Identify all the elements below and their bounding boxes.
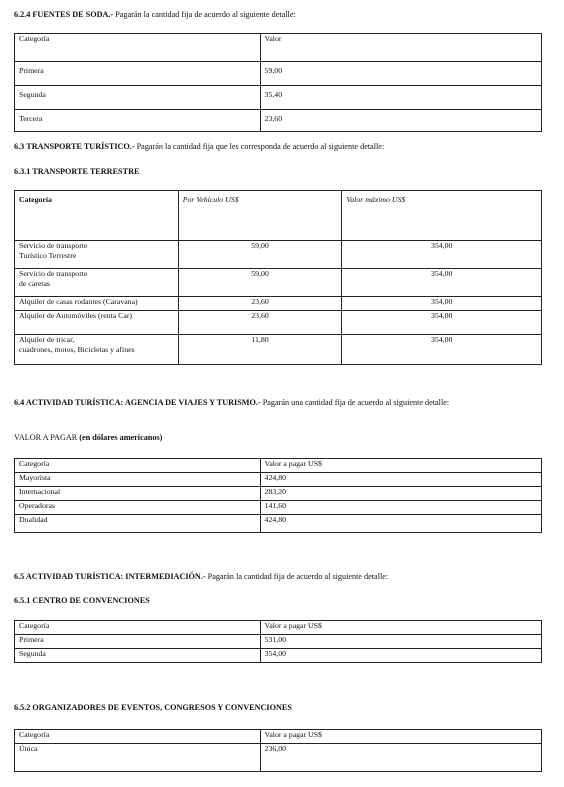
table-row [15, 311, 542, 335]
section-heading-6-5-1 [14, 596, 150, 606]
table-row [15, 649, 542, 663]
heading-text: Pagarán la cantidad fija de acuerdo al siguiente detalle: [207, 572, 389, 581]
cell-value: 283,20 [260, 487, 541, 501]
cell-category: Mayorista [15, 473, 261, 487]
cell-value: 354,00 [342, 311, 542, 335]
table-row [15, 635, 542, 649]
heading-title: 6.3.1 TRANSPORTE TERRESTRE [14, 167, 140, 176]
category-line: Servicio de transporte [19, 241, 88, 250]
cell-value: 424,80 [260, 515, 541, 533]
table-organizadores-de-eventos [14, 729, 542, 772]
cell-value: 354,00 [260, 649, 541, 663]
header-cell: Categoría [15, 459, 261, 473]
header-cell: Categoría [15, 191, 179, 241]
table-row [15, 297, 542, 311]
category-line: Alquiler de tricar, [19, 335, 75, 344]
cell-category [15, 335, 179, 365]
cell-value: 23,60 [260, 110, 541, 132]
heading-title: FUENTES DE SODA.- [32, 10, 114, 19]
table-transporte-terrestre [14, 190, 542, 365]
cell-value: 354,00 [342, 297, 542, 311]
heading-title: 6.5.2 ORGANIZADORES DE EVENTOS, CONGRESOS Y CONVENCIONES [14, 703, 292, 712]
header-cell: Categoría [15, 34, 261, 62]
cell-category [15, 269, 179, 297]
section-heading-6-3-1 [14, 167, 139, 177]
table-row [15, 744, 542, 772]
heading-title: TRANSPORTE TURÍSTICO.- [26, 142, 135, 151]
header-cell: Categoría [15, 730, 261, 744]
table-header-row [15, 191, 542, 241]
heading-number: 6.3 [14, 142, 25, 151]
cell-value: 11,80 [178, 335, 342, 365]
section-heading-6-5 [14, 572, 388, 582]
table-row [15, 473, 542, 487]
cell-value: 59,00 [178, 269, 342, 297]
cell-category: Tercera [15, 110, 261, 132]
table-row [15, 110, 542, 132]
table-row [15, 515, 542, 533]
category-line: Servicio de transporte [19, 269, 88, 278]
table-header-row [15, 730, 542, 744]
heading-text: Pagarán una cantidad fija de acuerdo al siguiente detalle: [262, 398, 450, 407]
cell-value: 59,00 [178, 241, 342, 269]
cell-category: Alquiler de casas rodantes (Caravana) [15, 297, 179, 311]
cell-value: 23,60 [178, 311, 342, 335]
cell-category: Primera [15, 62, 261, 86]
cell-category [15, 241, 179, 269]
section-heading-6-5-2 [14, 703, 292, 713]
valor-label: VALOR A PAGAR [14, 433, 78, 442]
table-row [15, 62, 542, 86]
table-header-row [15, 621, 542, 635]
cell-value: 354,00 [342, 335, 542, 365]
table-row [15, 501, 542, 515]
category-line: cuadrones, motos, Bicicletas y afines [19, 345, 135, 354]
cell-category: Segunda [15, 649, 261, 663]
table-agencia-de-viajes [14, 458, 542, 533]
heading-text: Pagarán la cantidad fija que les corresponda de acuerdo al siguiente detalle: [136, 142, 385, 151]
cell-value: 354,00 [342, 269, 542, 297]
category-line: de caretas [19, 279, 50, 288]
table-row [15, 241, 542, 269]
section-heading-6-2-4 [14, 10, 296, 20]
heading-title: 6.4 ACTIVIDAD TURÍSTICA: AGENCIA DE VIAJES Y TURISMO.- [14, 398, 261, 407]
table-fuentes-de-soda [14, 33, 542, 132]
cell-value: 236,00 [260, 744, 541, 772]
header-cell: Valor a pagar US$ [260, 459, 541, 473]
table-centro-de-convenciones [14, 620, 542, 663]
table-row [15, 86, 542, 110]
heading-text: Pagarán la cantidad fija de acuerdo al siguiente detalle: [115, 10, 296, 19]
table-header-row [15, 459, 542, 473]
section-heading-6-4 [14, 397, 544, 408]
cell-value: 531,00 [260, 635, 541, 649]
cell-value: 354,00 [342, 241, 542, 269]
header-cell: Por Vehículo US$ [178, 191, 342, 241]
cell-value: 35,40 [260, 86, 541, 110]
header-cell: Valor [260, 34, 541, 62]
cell-category: Única [15, 744, 261, 772]
cell-category: Primera [15, 635, 261, 649]
header-cell: Valor máximo US$ [342, 191, 542, 241]
heading-number: 6.2.4 [14, 10, 31, 19]
header-cell: Categoría [15, 621, 261, 635]
header-cell: Valor a pagar US$ [260, 730, 541, 744]
heading-title: 6.5 ACTIVIDAD TURÍSTICA: INTERMEDIACIÓN.- [14, 572, 206, 581]
valor-note: (en dólares americanos) [79, 433, 163, 442]
header-cell: Valor a pagar US$ [260, 621, 541, 635]
cell-category: Internacional [15, 487, 261, 501]
cell-category: Operadoras [15, 501, 261, 515]
category-line: Turístico Terrestre [19, 251, 77, 260]
cell-category: Segunda [15, 86, 261, 110]
table-row [15, 335, 542, 365]
cell-value: 59,00 [260, 62, 541, 86]
cell-category: Alquiler de Automóviles (renta Car) [15, 311, 179, 335]
cell-value: 23,60 [178, 297, 342, 311]
valor-a-pagar-line [14, 433, 162, 443]
table-row [15, 487, 542, 501]
heading-title: 6.5.1 CENTRO DE CONVENCIONES [14, 596, 150, 605]
table-row [15, 269, 542, 297]
cell-value: 141,60 [260, 501, 541, 515]
table-header-row [15, 34, 542, 62]
section-heading-6-3 [14, 142, 384, 152]
cell-category: Dualidad [15, 515, 261, 533]
cell-value: 424,80 [260, 473, 541, 487]
